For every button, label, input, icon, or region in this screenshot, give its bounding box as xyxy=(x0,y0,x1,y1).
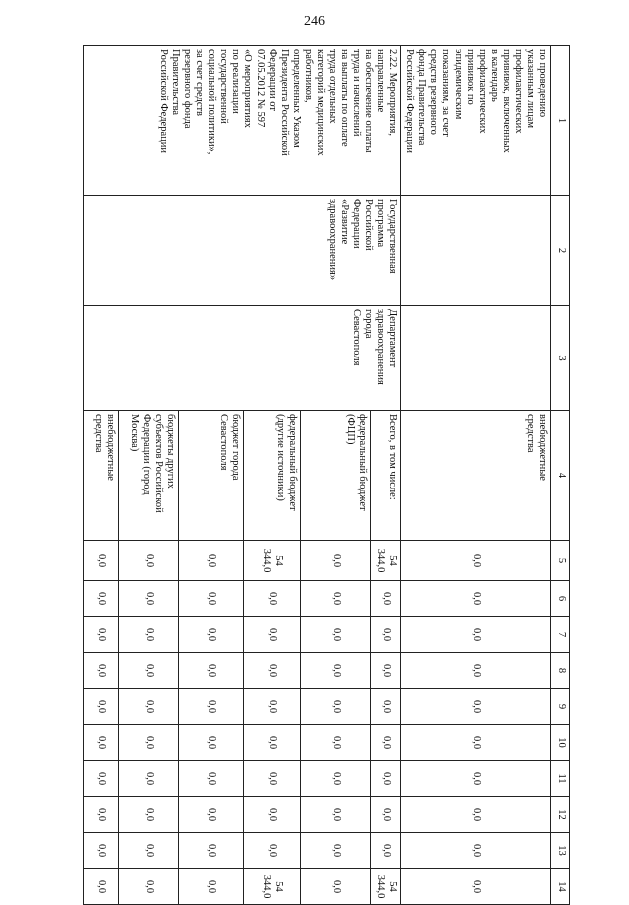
value-cell: 0,0 xyxy=(179,541,244,581)
column-header: 10 xyxy=(551,725,570,761)
funding-source: Всего, в том числе: xyxy=(371,411,401,541)
value-cell: 0,0 xyxy=(119,581,179,617)
value-cell: 0,0 xyxy=(301,833,371,869)
measure-description: 2.22. Мероприятия, направленные на обеспечение оплаты труда и начислений на выплаты по оплате труда отдельных категорий медицинских работников, определенных Указом Президента Российской Федерации от 07.05.2012 № 597 «О мероприятиях по реализации государственной социальной политики», за счет средств резервного фонда Правительства Российской Федерации xyxy=(84,46,401,196)
value-cell: 0,0 xyxy=(179,581,244,617)
value-cell: 0,0 xyxy=(301,653,371,689)
value-cell: 0,0 xyxy=(179,653,244,689)
table-row xyxy=(371,46,401,905)
column-header: 8 xyxy=(551,653,570,689)
value-cell: 0,0 xyxy=(179,833,244,869)
executor xyxy=(401,306,551,411)
value-cell: 54 344,0 xyxy=(244,541,301,581)
value-cell: 0,0 xyxy=(84,617,119,653)
page-number: 246 xyxy=(304,14,325,29)
column-header: 4 xyxy=(551,411,570,541)
value-cell: 0,0 xyxy=(244,653,301,689)
value-cell: 0,0 xyxy=(119,761,179,797)
value-cell: 0,0 xyxy=(119,541,179,581)
column-header: 3 xyxy=(551,306,570,411)
funding-source: федеральный бюджет (ФЦП) xyxy=(301,411,371,541)
value-cell: 0,0 xyxy=(244,833,301,869)
program-name: Государственная программа Российской Федерации «Развитие здравоохранения» xyxy=(84,196,401,306)
value-cell: 0,0 xyxy=(84,541,119,581)
value-cell: 0,0 xyxy=(119,833,179,869)
value-cell: 0,0 xyxy=(401,725,551,761)
funding-source: внебюджетные средства xyxy=(84,411,119,541)
value-cell: 0,0 xyxy=(84,869,119,905)
value-cell: 0,0 xyxy=(179,689,244,725)
value-cell: 0,0 xyxy=(179,617,244,653)
funding-source: федеральный бюджет (другие источники) xyxy=(244,411,301,541)
column-header: 14 xyxy=(551,869,570,905)
value-cell: 0,0 xyxy=(371,689,401,725)
table-container xyxy=(92,45,570,900)
funding-source: внебюджетные средства xyxy=(401,411,551,541)
measure-description: по проведению указанным лицам профилактических прививок, включенных в календарь профилактических прививок по эпидемическим показаниям, за счет средств резервного фонда Правительства Российской Федерации xyxy=(401,46,551,196)
value-cell: 0,0 xyxy=(301,797,371,833)
value-cell: 0,0 xyxy=(401,833,551,869)
value-cell: 0,0 xyxy=(119,869,179,905)
value-cell: 0,0 xyxy=(301,541,371,581)
value-cell: 0,0 xyxy=(401,541,551,581)
value-cell: 0,0 xyxy=(301,761,371,797)
value-cell: 0,0 xyxy=(301,617,371,653)
value-cell: 0,0 xyxy=(244,797,301,833)
value-cell: 0,0 xyxy=(371,581,401,617)
value-cell: 0,0 xyxy=(244,617,301,653)
value-cell: 0,0 xyxy=(301,725,371,761)
value-cell: 0,0 xyxy=(301,581,371,617)
value-cell: 0,0 xyxy=(84,581,119,617)
value-cell: 0,0 xyxy=(401,689,551,725)
value-cell: 0,0 xyxy=(401,869,551,905)
value-cell: 0,0 xyxy=(119,617,179,653)
column-header: 7 xyxy=(551,617,570,653)
value-cell: 0,0 xyxy=(401,617,551,653)
value-cell: 0,0 xyxy=(119,725,179,761)
value-cell: 0,0 xyxy=(179,761,244,797)
value-cell: 0,0 xyxy=(244,689,301,725)
value-cell: 0,0 xyxy=(244,581,301,617)
value-cell: 0,0 xyxy=(401,797,551,833)
column-header: 12 xyxy=(551,797,570,833)
value-cell: 0,0 xyxy=(84,689,119,725)
value-cell: 0,0 xyxy=(179,797,244,833)
column-header: 13 xyxy=(551,833,570,869)
program-name xyxy=(401,196,551,306)
value-cell: 0,0 xyxy=(179,869,244,905)
funding-source: бюджеты других субъектов Российской Федерации (город Москва) xyxy=(119,411,179,541)
value-cell: 0,0 xyxy=(301,869,371,905)
header-row xyxy=(551,46,570,905)
column-header: 6 xyxy=(551,581,570,617)
value-cell: 0,0 xyxy=(84,797,119,833)
value-cell: 0,0 xyxy=(84,833,119,869)
value-cell: 0,0 xyxy=(401,761,551,797)
value-cell: 0,0 xyxy=(119,653,179,689)
value-cell: 0,0 xyxy=(119,797,179,833)
executor: Департамент здравоохранения города Севастополя xyxy=(84,306,401,411)
column-header: 2 xyxy=(551,196,570,306)
value-cell: 0,0 xyxy=(371,653,401,689)
funding-source: бюджет города Севастополя xyxy=(179,411,244,541)
column-header: 1 xyxy=(551,46,570,196)
value-cell: 0,0 xyxy=(244,725,301,761)
value-cell: 54 344,0 xyxy=(371,869,401,905)
value-cell: 0,0 xyxy=(179,725,244,761)
column-header: 5 xyxy=(551,541,570,581)
value-cell: 0,0 xyxy=(371,797,401,833)
value-cell: 0,0 xyxy=(371,761,401,797)
column-header: 11 xyxy=(551,761,570,797)
value-cell: 0,0 xyxy=(84,761,119,797)
column-header: 9 xyxy=(551,689,570,725)
value-cell: 0,0 xyxy=(371,725,401,761)
value-cell: 0,0 xyxy=(119,689,179,725)
table-row xyxy=(401,46,551,905)
value-cell: 0,0 xyxy=(371,833,401,869)
value-cell: 0,0 xyxy=(301,689,371,725)
value-cell: 0,0 xyxy=(84,653,119,689)
value-cell: 0,0 xyxy=(401,581,551,617)
budget-table xyxy=(83,45,570,905)
value-cell: 0,0 xyxy=(244,761,301,797)
value-cell: 54 344,0 xyxy=(244,869,301,905)
value-cell: 54 344,0 xyxy=(371,541,401,581)
value-cell: 0,0 xyxy=(371,617,401,653)
value-cell: 0,0 xyxy=(401,653,551,689)
value-cell: 0,0 xyxy=(84,725,119,761)
